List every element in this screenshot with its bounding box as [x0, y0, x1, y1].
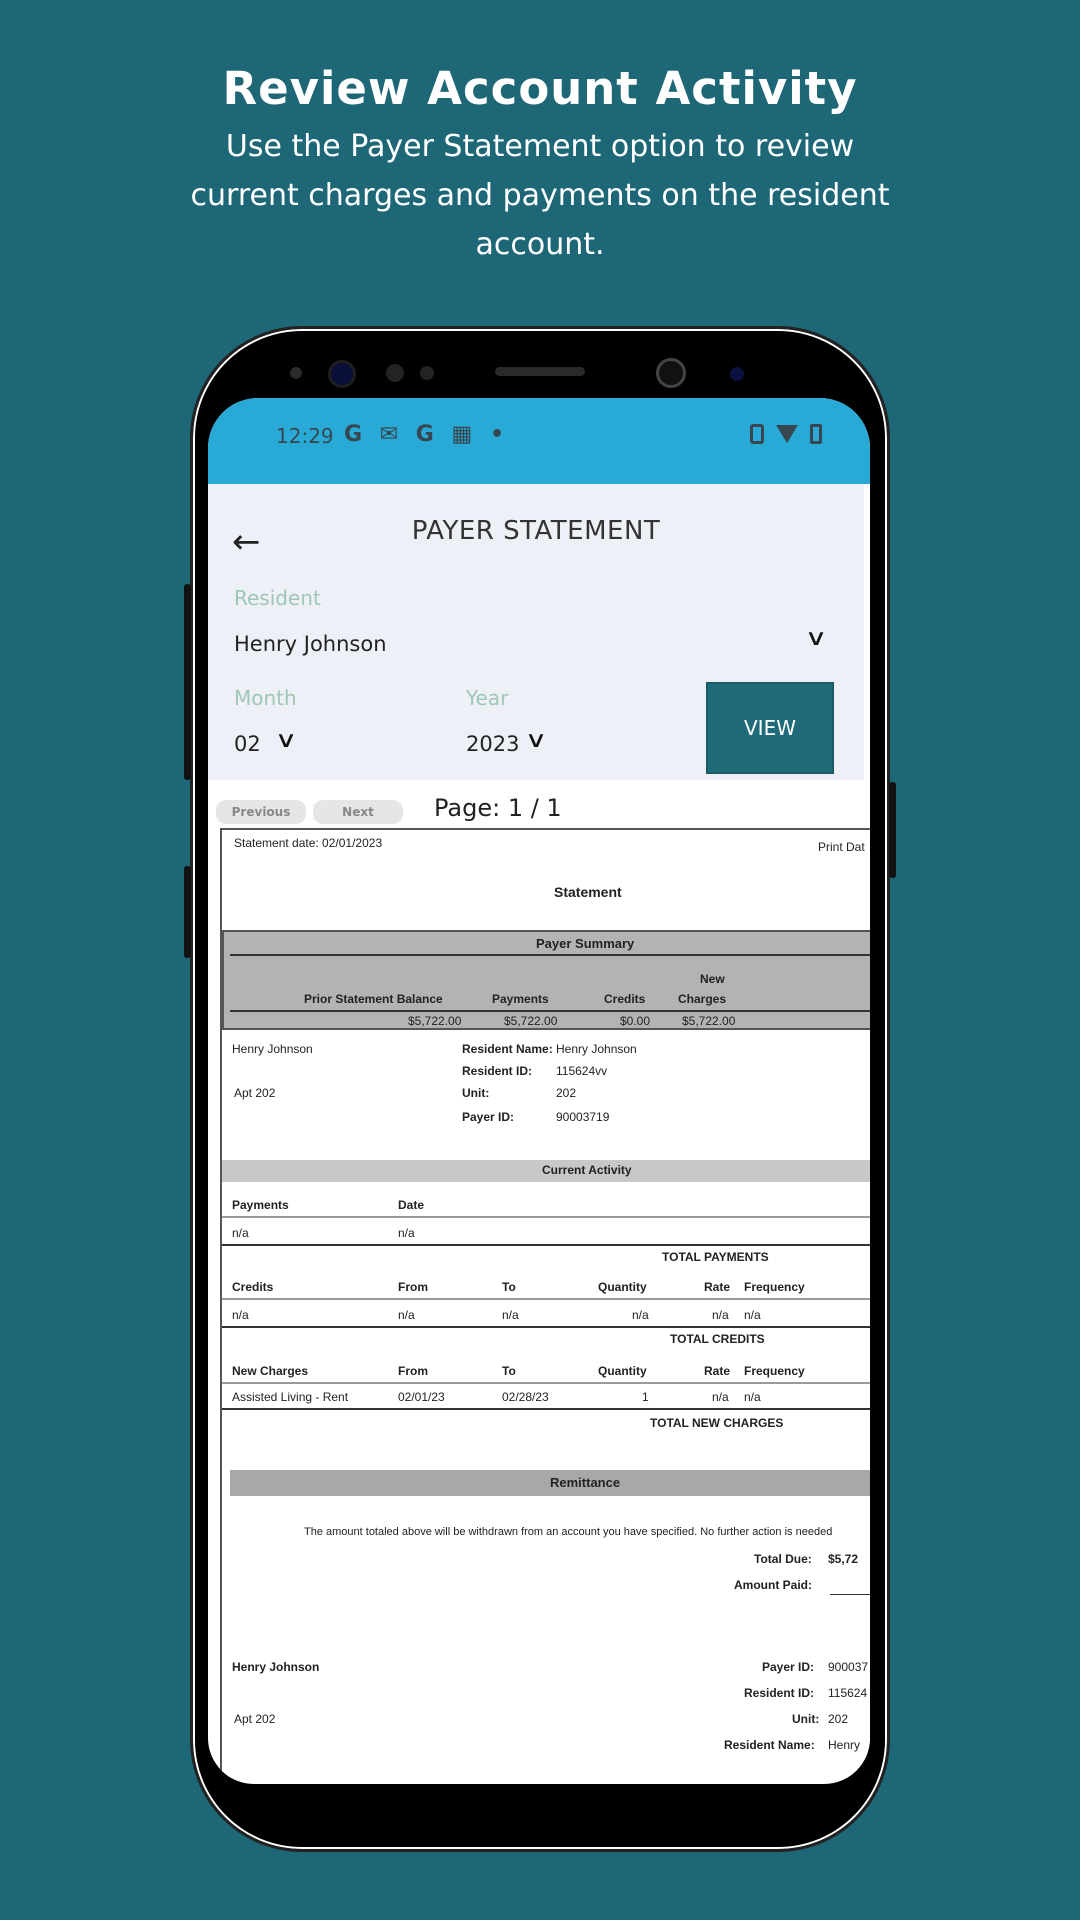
summary-value: $0.00: [620, 1014, 651, 1028]
divider: [222, 1298, 870, 1300]
resident-label: Resident: [234, 586, 321, 610]
chevron-down-icon[interactable]: ∨: [524, 728, 548, 753]
column-header: To: [502, 1364, 516, 1378]
remittance-title: Remittance: [550, 1475, 621, 1490]
column-header: From: [398, 1364, 428, 1378]
info-label: Resident ID:: [462, 1064, 533, 1078]
status-time: 12:29: [276, 424, 334, 448]
footer-name: Henry Johnson: [232, 1660, 320, 1674]
amount-paid-label: Amount Paid:: [734, 1578, 812, 1592]
year-select[interactable]: 2023: [466, 732, 520, 756]
year-label: Year: [466, 686, 509, 710]
earpiece-speaker: [495, 367, 585, 376]
volume-button: [184, 584, 191, 780]
summary-header: New: [700, 972, 725, 986]
wifi-icon: [776, 425, 798, 443]
column-header: To: [502, 1280, 516, 1294]
divider: [230, 1010, 870, 1012]
column-header: Credits: [232, 1280, 274, 1294]
notification-icons: G ✉ G ▦ •: [344, 422, 510, 447]
table-cell: n/a: [398, 1308, 415, 1322]
column-header: Quantity: [598, 1364, 647, 1378]
divider: [222, 1244, 870, 1246]
current-activity-title: Current Activity: [542, 1163, 632, 1177]
table-cell: n/a: [232, 1308, 249, 1322]
address-name: Henry Johnson: [232, 1042, 313, 1056]
total-due-value: $5,72: [828, 1552, 859, 1566]
chevron-down-icon[interactable]: ∨: [274, 728, 298, 753]
divider: [222, 1326, 870, 1328]
table-cell: n/a: [712, 1308, 729, 1322]
total-due-label: Total Due:: [754, 1552, 812, 1566]
summary-value: $5,722.00: [408, 1014, 462, 1028]
divider: [222, 1216, 870, 1218]
phone-screen: [208, 398, 870, 1784]
column-header: Frequency: [744, 1364, 805, 1378]
info-value: 90003719: [556, 1110, 610, 1124]
power-button: [889, 782, 896, 878]
previous-button[interactable]: Previous: [216, 800, 306, 824]
table-cell: n/a: [632, 1308, 649, 1322]
divider: [222, 1382, 870, 1384]
summary-header: Credits: [604, 992, 646, 1006]
table-cell: n/a: [502, 1308, 519, 1322]
summary-value: $5,722.00: [504, 1014, 558, 1028]
info-value: Henry Johnson: [556, 1042, 637, 1056]
info-value: 115624vv: [556, 1064, 608, 1078]
divider: [230, 954, 870, 956]
statement-date: Statement date: 02/01/2023: [234, 836, 383, 850]
table-cell: 1: [642, 1390, 649, 1404]
column-header: Frequency: [744, 1280, 805, 1294]
info-label: Unit:: [462, 1086, 490, 1100]
footer-value: 900037: [828, 1660, 869, 1674]
column-header: Rate: [704, 1280, 731, 1294]
sensor-dot: [730, 367, 744, 381]
footer-label: Unit:: [792, 1712, 820, 1726]
summary-header: Prior Statement Balance: [304, 992, 443, 1006]
table-cell: 02/01/23: [398, 1390, 445, 1404]
footer-label: Resident Name:: [724, 1738, 815, 1752]
column-header: Date: [398, 1198, 425, 1212]
front-camera: [328, 360, 356, 388]
footer-label: Resident ID:: [744, 1686, 815, 1700]
promo-subtitle: Use the Payer Statement option to review current charges and payments on the resident account.: [190, 129, 890, 262]
back-arrow-icon[interactable]: ←: [232, 522, 261, 562]
sensor-dot: [420, 366, 434, 380]
resident-select[interactable]: Henry Johnson: [234, 632, 387, 656]
chevron-down-icon[interactable]: ∨: [804, 626, 828, 651]
divider: [222, 1408, 870, 1410]
sensor-dot: [290, 367, 302, 379]
page-title: PAYER STATEMENT: [411, 516, 661, 546]
table-cell: n/a: [232, 1226, 249, 1240]
status-bar: [208, 398, 870, 484]
statement-document[interactable]: [220, 828, 870, 1778]
table-cell: n/a: [744, 1390, 761, 1404]
sensor-dot: [386, 364, 404, 382]
column-header: New Charges: [232, 1364, 309, 1378]
total-credits: TOTAL CREDITS: [670, 1332, 765, 1346]
summary-header: Charges: [678, 992, 727, 1006]
month-label: Month: [234, 686, 297, 710]
total-new-charges: TOTAL NEW CHARGES: [650, 1416, 784, 1430]
month-select[interactable]: 02: [234, 732, 261, 756]
total-payments: TOTAL PAYMENTS: [662, 1250, 769, 1264]
info-label: Payer ID:: [462, 1110, 515, 1124]
footer-unit: Apt 202: [234, 1712, 276, 1726]
table-cell: n/a: [712, 1390, 729, 1404]
info-value: 202: [556, 1086, 577, 1100]
page-indicator: Page: 1 / 1: [434, 794, 562, 822]
table-cell: Assisted Living - Rent: [232, 1390, 349, 1404]
footer-value: 115624: [828, 1686, 868, 1700]
footer-value: 202: [828, 1712, 849, 1726]
amount-paid-line: [830, 1594, 870, 1595]
view-button[interactable]: VIEW: [706, 682, 834, 774]
summary-value: $5,722.00: [682, 1014, 736, 1028]
footer-value: Henry: [828, 1738, 861, 1752]
system-icons: [750, 424, 822, 444]
next-button[interactable]: Next: [313, 800, 403, 824]
column-header: Quantity: [598, 1280, 647, 1294]
footer-label: Payer ID:: [762, 1660, 815, 1674]
promo-title: Review Account Activity: [222, 62, 858, 115]
print-date: Print Dat: [818, 840, 865, 854]
bixby-button: [184, 866, 191, 958]
info-label: Resident Name:: [462, 1042, 553, 1056]
table-cell: n/a: [744, 1308, 761, 1322]
vibrate-icon: [750, 424, 764, 444]
statement-title: Statement: [554, 884, 622, 900]
column-header: Payments: [232, 1198, 289, 1212]
iris-camera: [656, 358, 686, 388]
remittance-note: The amount totaled above will be withdrawn from an account you have specified. No further action is needed: [304, 1526, 833, 1538]
summary-header: Payments: [492, 992, 549, 1006]
column-header: Rate: [704, 1364, 731, 1378]
column-header: From: [398, 1280, 428, 1294]
address-unit: Apt 202: [234, 1086, 276, 1100]
table-cell: n/a: [398, 1226, 415, 1240]
battery-icon: [810, 424, 822, 444]
payer-summary-title: Payer Summary: [536, 936, 635, 951]
table-cell: 02/28/23: [502, 1390, 549, 1404]
